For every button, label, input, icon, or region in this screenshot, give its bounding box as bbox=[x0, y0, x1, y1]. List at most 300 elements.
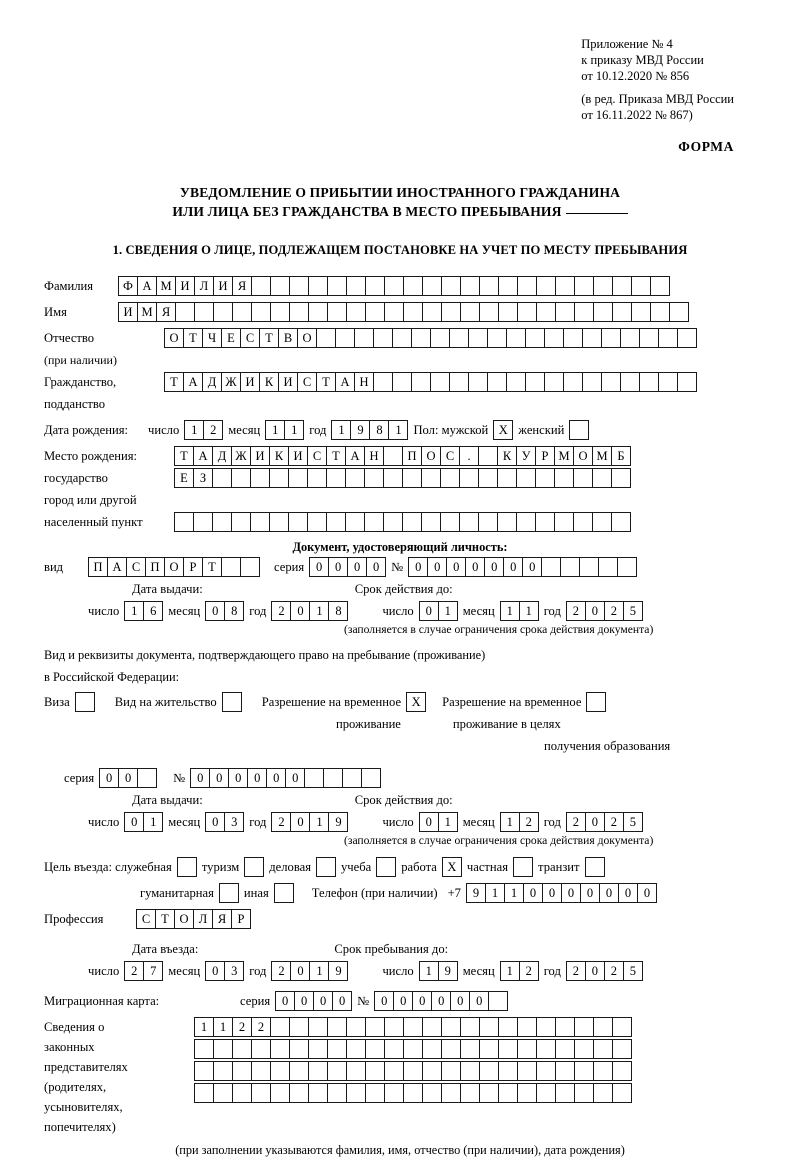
form-cell[interactable] bbox=[573, 512, 593, 532]
form-cell[interactable] bbox=[354, 328, 374, 348]
form-cell[interactable] bbox=[479, 1039, 499, 1059]
form-cell[interactable] bbox=[365, 1017, 385, 1037]
form-cell[interactable]: 0 bbox=[124, 812, 144, 832]
form-cell[interactable]: 0 bbox=[118, 768, 138, 788]
form-cell[interactable]: Т bbox=[164, 372, 184, 392]
form-cell[interactable] bbox=[327, 276, 347, 296]
form-cell[interactable]: 0 bbox=[290, 961, 310, 981]
form-cell[interactable] bbox=[421, 468, 441, 488]
form-cell[interactable]: О bbox=[164, 328, 184, 348]
form-cell[interactable]: И bbox=[175, 276, 195, 296]
form-cell[interactable]: 0 bbox=[347, 557, 367, 577]
form-cell[interactable] bbox=[137, 768, 157, 788]
form-cell[interactable]: 0 bbox=[374, 991, 394, 1011]
form-cell[interactable] bbox=[326, 512, 346, 532]
purpose-service-checkbox[interactable] bbox=[177, 857, 197, 877]
doc-valid-year-cells[interactable] bbox=[566, 601, 643, 621]
form-cell[interactable] bbox=[304, 768, 324, 788]
form-cell[interactable] bbox=[555, 276, 575, 296]
form-cell[interactable]: 0 bbox=[522, 557, 542, 577]
form-cell[interactable] bbox=[516, 468, 536, 488]
form-cell[interactable] bbox=[308, 1017, 328, 1037]
form-cell[interactable]: 0 bbox=[637, 883, 657, 903]
form-cell[interactable] bbox=[232, 1061, 252, 1081]
form-cell[interactable] bbox=[593, 302, 613, 322]
form-cell[interactable]: А bbox=[193, 446, 213, 466]
form-cell[interactable] bbox=[639, 328, 659, 348]
form-cell[interactable]: 0 bbox=[585, 812, 605, 832]
form-cell[interactable] bbox=[555, 302, 575, 322]
form-cell[interactable] bbox=[560, 557, 580, 577]
form-cell[interactable] bbox=[487, 372, 507, 392]
form-cell[interactable] bbox=[468, 372, 488, 392]
form-cell[interactable] bbox=[441, 276, 461, 296]
form-cell[interactable]: 0 bbox=[542, 883, 562, 903]
form-cell[interactable]: Д bbox=[212, 446, 232, 466]
form-cell[interactable] bbox=[289, 1083, 309, 1103]
form-cell[interactable] bbox=[459, 468, 479, 488]
form-cell[interactable]: 0 bbox=[412, 991, 432, 1011]
form-cell[interactable] bbox=[346, 1083, 366, 1103]
surname-cells[interactable] bbox=[118, 276, 670, 296]
form-cell[interactable] bbox=[384, 302, 404, 322]
form-cell[interactable] bbox=[240, 557, 260, 577]
form-cell[interactable]: 0 bbox=[290, 812, 310, 832]
form-cell[interactable]: 5 bbox=[623, 812, 643, 832]
form-cell[interactable]: 1 bbox=[309, 812, 329, 832]
form-cell[interactable]: Я bbox=[232, 276, 252, 296]
form-cell[interactable]: Л bbox=[194, 276, 214, 296]
permit-valid-month-cells[interactable] bbox=[500, 812, 539, 832]
form-cell[interactable]: О bbox=[164, 557, 184, 577]
temp-residence-checkbox[interactable]: X bbox=[406, 692, 426, 712]
form-cell[interactable] bbox=[517, 1061, 537, 1081]
form-cell[interactable] bbox=[323, 768, 343, 788]
form-cell[interactable]: 0 bbox=[465, 557, 485, 577]
form-cell[interactable]: 0 bbox=[618, 883, 638, 903]
form-cell[interactable] bbox=[479, 1017, 499, 1037]
permit-issue-month-cells[interactable] bbox=[205, 812, 244, 832]
form-cell[interactable]: 0 bbox=[228, 768, 248, 788]
form-cell[interactable] bbox=[373, 328, 393, 348]
sex-male-checkbox[interactable]: X bbox=[493, 420, 513, 440]
form-cell[interactable]: 2 bbox=[566, 601, 586, 621]
form-cell[interactable] bbox=[650, 302, 670, 322]
form-cell[interactable] bbox=[658, 372, 678, 392]
form-cell[interactable] bbox=[639, 372, 659, 392]
form-cell[interactable] bbox=[516, 512, 536, 532]
entry-day-cells[interactable] bbox=[124, 961, 163, 981]
mig-series-cells[interactable] bbox=[275, 991, 352, 1011]
form-cell[interactable] bbox=[460, 276, 480, 296]
form-cell[interactable] bbox=[213, 1039, 233, 1059]
form-cell[interactable] bbox=[555, 1039, 575, 1059]
form-cell[interactable]: О bbox=[421, 446, 441, 466]
form-cell[interactable]: 1 bbox=[331, 420, 351, 440]
form-cell[interactable]: 1 bbox=[284, 420, 304, 440]
form-cell[interactable] bbox=[620, 328, 640, 348]
phone-cells[interactable] bbox=[466, 883, 657, 903]
form-cell[interactable]: 1 bbox=[309, 961, 329, 981]
form-cell[interactable] bbox=[631, 276, 651, 296]
form-cell[interactable]: 0 bbox=[503, 557, 523, 577]
form-cell[interactable] bbox=[441, 1061, 461, 1081]
form-cell[interactable] bbox=[478, 468, 498, 488]
form-cell[interactable] bbox=[430, 372, 450, 392]
form-cell[interactable] bbox=[270, 276, 290, 296]
form-cell[interactable]: К bbox=[259, 372, 279, 392]
form-cell[interactable] bbox=[364, 468, 384, 488]
birth-year-cells[interactable] bbox=[331, 420, 408, 440]
form-cell[interactable] bbox=[479, 302, 499, 322]
form-cell[interactable] bbox=[478, 446, 498, 466]
form-cell[interactable] bbox=[617, 557, 637, 577]
form-cell[interactable] bbox=[612, 1017, 632, 1037]
form-cell[interactable]: И bbox=[213, 276, 233, 296]
form-cell[interactable] bbox=[251, 302, 271, 322]
form-cell[interactable] bbox=[544, 372, 564, 392]
doc-kind-cells[interactable] bbox=[88, 557, 260, 577]
form-cell[interactable] bbox=[498, 1017, 518, 1037]
form-cell[interactable]: 2 bbox=[124, 961, 144, 981]
form-cell[interactable]: 0 bbox=[205, 601, 225, 621]
form-cell[interactable] bbox=[430, 328, 450, 348]
form-cell[interactable] bbox=[194, 1039, 214, 1059]
form-cell[interactable]: 0 bbox=[313, 991, 333, 1011]
form-cell[interactable]: 1 bbox=[500, 601, 520, 621]
form-cell[interactable]: 0 bbox=[484, 557, 504, 577]
form-cell[interactable] bbox=[612, 1083, 632, 1103]
form-cell[interactable]: 0 bbox=[309, 557, 329, 577]
form-cell[interactable]: 0 bbox=[205, 961, 225, 981]
form-cell[interactable]: 1 bbox=[419, 961, 439, 981]
form-cell[interactable] bbox=[335, 328, 355, 348]
form-cell[interactable] bbox=[392, 372, 412, 392]
form-cell[interactable] bbox=[612, 302, 632, 322]
form-cell[interactable] bbox=[383, 512, 403, 532]
form-cell[interactable]: Т bbox=[155, 909, 175, 929]
form-cell[interactable]: Д bbox=[202, 372, 222, 392]
form-cell[interactable]: С bbox=[240, 328, 260, 348]
form-cell[interactable]: Т bbox=[183, 328, 203, 348]
visa-checkbox[interactable] bbox=[75, 692, 95, 712]
form-cell[interactable] bbox=[231, 512, 251, 532]
form-cell[interactable]: Е bbox=[174, 468, 194, 488]
form-cell[interactable]: А bbox=[345, 446, 365, 466]
form-cell[interactable]: 0 bbox=[190, 768, 210, 788]
form-cell[interactable] bbox=[232, 1083, 252, 1103]
form-cell[interactable] bbox=[593, 1061, 613, 1081]
form-cell[interactable]: Л bbox=[193, 909, 213, 929]
form-cell[interactable]: 1 bbox=[124, 601, 144, 621]
form-cell[interactable] bbox=[411, 372, 431, 392]
form-cell[interactable] bbox=[620, 372, 640, 392]
form-cell[interactable] bbox=[308, 1083, 328, 1103]
form-cell[interactable]: 1 bbox=[143, 812, 163, 832]
form-cell[interactable] bbox=[373, 372, 393, 392]
form-cell[interactable]: 0 bbox=[419, 812, 439, 832]
form-cell[interactable]: 2 bbox=[604, 812, 624, 832]
form-cell[interactable] bbox=[346, 302, 366, 322]
form-cell[interactable]: 2 bbox=[203, 420, 223, 440]
form-cell[interactable] bbox=[498, 276, 518, 296]
form-cell[interactable]: 8 bbox=[369, 420, 389, 440]
form-cell[interactable]: 2 bbox=[271, 812, 291, 832]
purpose-other-checkbox[interactable] bbox=[274, 883, 294, 903]
form-cell[interactable]: 1 bbox=[213, 1017, 233, 1037]
form-cell[interactable] bbox=[592, 512, 612, 532]
permit-issue-day-cells[interactable] bbox=[124, 812, 163, 832]
form-cell[interactable] bbox=[422, 1083, 442, 1103]
form-cell[interactable] bbox=[611, 468, 631, 488]
form-cell[interactable] bbox=[364, 512, 384, 532]
doc-number-cells[interactable] bbox=[408, 557, 637, 577]
form-cell[interactable] bbox=[677, 372, 697, 392]
form-cell[interactable]: 0 bbox=[427, 557, 447, 577]
form-cell[interactable] bbox=[251, 276, 271, 296]
form-cell[interactable]: И bbox=[240, 372, 260, 392]
form-cell[interactable] bbox=[365, 276, 385, 296]
form-cell[interactable] bbox=[422, 1061, 442, 1081]
form-cell[interactable]: Я bbox=[156, 302, 176, 322]
form-cell[interactable]: 8 bbox=[328, 601, 348, 621]
form-cell[interactable] bbox=[326, 468, 346, 488]
purpose-tourism-checkbox[interactable] bbox=[244, 857, 264, 877]
form-cell[interactable]: И bbox=[288, 446, 308, 466]
form-cell[interactable] bbox=[346, 1061, 366, 1081]
form-cell[interactable] bbox=[506, 372, 526, 392]
form-cell[interactable]: 9 bbox=[438, 961, 458, 981]
form-cell[interactable] bbox=[392, 328, 412, 348]
form-cell[interactable] bbox=[574, 1039, 594, 1059]
purpose-study-checkbox[interactable] bbox=[376, 857, 396, 877]
form-cell[interactable] bbox=[403, 1039, 423, 1059]
name-cells[interactable] bbox=[118, 302, 689, 322]
form-cell[interactable] bbox=[554, 512, 574, 532]
entry-year-cells[interactable] bbox=[271, 961, 348, 981]
form-cell[interactable] bbox=[308, 302, 328, 322]
form-cell[interactable]: М bbox=[156, 276, 176, 296]
form-cell[interactable]: С bbox=[307, 446, 327, 466]
form-cell[interactable]: 1 bbox=[500, 812, 520, 832]
birthplace-cells-row-3[interactable] bbox=[174, 512, 631, 532]
form-cell[interactable] bbox=[269, 512, 289, 532]
form-cell[interactable]: И bbox=[118, 302, 138, 322]
form-cell[interactable]: У bbox=[516, 446, 536, 466]
stay-month-cells[interactable] bbox=[500, 961, 539, 981]
permit-series-cells[interactable] bbox=[99, 768, 157, 788]
form-cell[interactable]: 5 bbox=[623, 601, 643, 621]
form-cell[interactable]: . bbox=[459, 446, 479, 466]
form-cell[interactable] bbox=[612, 1039, 632, 1059]
form-cell[interactable]: О bbox=[573, 446, 593, 466]
form-cell[interactable]: Т bbox=[316, 372, 336, 392]
form-cell[interactable]: В bbox=[278, 328, 298, 348]
form-cell[interactable]: Р bbox=[535, 446, 555, 466]
form-cell[interactable] bbox=[289, 302, 309, 322]
form-cell[interactable]: А bbox=[335, 372, 355, 392]
form-cell[interactable] bbox=[631, 302, 651, 322]
form-cell[interactable] bbox=[498, 1061, 518, 1081]
form-cell[interactable]: 9 bbox=[350, 420, 370, 440]
form-cell[interactable]: Ж bbox=[221, 372, 241, 392]
doc-issue-day-cells[interactable] bbox=[124, 601, 163, 621]
form-cell[interactable] bbox=[384, 1083, 404, 1103]
form-cell[interactable] bbox=[535, 468, 555, 488]
form-cell[interactable] bbox=[497, 468, 517, 488]
form-cell[interactable] bbox=[308, 1061, 328, 1081]
permit-valid-year-cells[interactable] bbox=[566, 812, 643, 832]
form-cell[interactable] bbox=[460, 1039, 480, 1059]
form-cell[interactable] bbox=[270, 1083, 290, 1103]
form-cell[interactable]: Я bbox=[212, 909, 232, 929]
form-cell[interactable] bbox=[479, 1061, 499, 1081]
form-cell[interactable]: 2 bbox=[251, 1017, 271, 1037]
form-cell[interactable] bbox=[212, 512, 232, 532]
form-cell[interactable]: 0 bbox=[209, 768, 229, 788]
form-cell[interactable]: 2 bbox=[519, 812, 539, 832]
doc-issue-month-cells[interactable] bbox=[205, 601, 244, 621]
form-cell[interactable] bbox=[422, 1017, 442, 1037]
form-cell[interactable] bbox=[536, 1017, 556, 1037]
form-cell[interactable]: 1 bbox=[438, 601, 458, 621]
form-cell[interactable]: 2 bbox=[271, 601, 291, 621]
form-cell[interactable] bbox=[307, 512, 327, 532]
permit-number-cells[interactable] bbox=[190, 768, 381, 788]
form-cell[interactable] bbox=[289, 276, 309, 296]
form-cell[interactable]: 1 bbox=[485, 883, 505, 903]
form-cell[interactable] bbox=[345, 512, 365, 532]
form-cell[interactable]: Н bbox=[354, 372, 374, 392]
form-cell[interactable] bbox=[403, 276, 423, 296]
form-cell[interactable] bbox=[536, 1039, 556, 1059]
form-cell[interactable]: 1 bbox=[519, 601, 539, 621]
form-cell[interactable]: О bbox=[174, 909, 194, 929]
form-cell[interactable] bbox=[327, 1083, 347, 1103]
form-cell[interactable] bbox=[582, 372, 602, 392]
form-cell[interactable] bbox=[658, 328, 678, 348]
form-cell[interactable]: 0 bbox=[561, 883, 581, 903]
form-cell[interactable] bbox=[579, 557, 599, 577]
form-cell[interactable] bbox=[601, 372, 621, 392]
form-cell[interactable]: С bbox=[440, 446, 460, 466]
birth-day-cells[interactable] bbox=[184, 420, 223, 440]
form-cell[interactable] bbox=[384, 1061, 404, 1081]
form-cell[interactable]: 3 bbox=[224, 812, 244, 832]
form-cell[interactable] bbox=[307, 468, 327, 488]
legal-rep-cells-row-4[interactable] bbox=[194, 1083, 632, 1103]
form-cell[interactable]: 0 bbox=[205, 812, 225, 832]
form-cell[interactable]: 0 bbox=[328, 557, 348, 577]
form-cell[interactable]: С bbox=[126, 557, 146, 577]
form-cell[interactable]: 3 bbox=[224, 961, 244, 981]
form-cell[interactable] bbox=[327, 1061, 347, 1081]
form-cell[interactable] bbox=[592, 468, 612, 488]
form-cell[interactable]: Б bbox=[611, 446, 631, 466]
form-cell[interactable] bbox=[677, 328, 697, 348]
form-cell[interactable] bbox=[411, 328, 431, 348]
form-cell[interactable]: 0 bbox=[523, 883, 543, 903]
form-cell[interactable]: 1 bbox=[500, 961, 520, 981]
mig-number-cells[interactable] bbox=[374, 991, 508, 1011]
form-cell[interactable] bbox=[232, 302, 252, 322]
form-cell[interactable] bbox=[517, 1039, 537, 1059]
form-cell[interactable] bbox=[316, 328, 336, 348]
form-cell[interactable] bbox=[612, 276, 632, 296]
form-cell[interactable]: 0 bbox=[585, 961, 605, 981]
form-cell[interactable] bbox=[251, 1061, 271, 1081]
form-cell[interactable] bbox=[403, 302, 423, 322]
form-cell[interactable] bbox=[269, 468, 289, 488]
form-cell[interactable]: И bbox=[278, 372, 298, 392]
form-cell[interactable]: Р bbox=[183, 557, 203, 577]
edu-residence-checkbox[interactable] bbox=[586, 692, 606, 712]
form-cell[interactable] bbox=[270, 1061, 290, 1081]
form-cell[interactable]: 1 bbox=[184, 420, 204, 440]
form-cell[interactable]: 2 bbox=[566, 812, 586, 832]
citizenship-cells[interactable] bbox=[164, 372, 697, 392]
form-cell[interactable] bbox=[468, 328, 488, 348]
form-cell[interactable]: 0 bbox=[431, 991, 451, 1011]
form-cell[interactable]: 1 bbox=[265, 420, 285, 440]
form-cell[interactable]: 5 bbox=[623, 961, 643, 981]
form-cell[interactable] bbox=[231, 468, 251, 488]
form-cell[interactable]: 1 bbox=[438, 812, 458, 832]
form-cell[interactable] bbox=[365, 1039, 385, 1059]
form-cell[interactable] bbox=[598, 557, 618, 577]
form-cell[interactable] bbox=[403, 1017, 423, 1037]
form-cell[interactable] bbox=[517, 302, 537, 322]
legal-rep-cells-row-2[interactable] bbox=[194, 1039, 632, 1059]
form-cell[interactable] bbox=[327, 302, 347, 322]
doc-valid-day-cells[interactable] bbox=[419, 601, 458, 621]
form-cell[interactable]: 0 bbox=[247, 768, 267, 788]
form-cell[interactable]: 0 bbox=[580, 883, 600, 903]
form-cell[interactable] bbox=[563, 372, 583, 392]
form-cell[interactable]: 0 bbox=[450, 991, 470, 1011]
form-cell[interactable] bbox=[441, 1039, 461, 1059]
form-cell[interactable] bbox=[288, 468, 308, 488]
form-cell[interactable] bbox=[403, 1061, 423, 1081]
form-cell[interactable]: П bbox=[145, 557, 165, 577]
form-cell[interactable] bbox=[611, 512, 631, 532]
form-cell[interactable] bbox=[517, 276, 537, 296]
patronymic-cells[interactable] bbox=[164, 328, 697, 348]
form-cell[interactable]: 0 bbox=[99, 768, 119, 788]
form-cell[interactable] bbox=[289, 1039, 309, 1059]
residence-permit-checkbox[interactable] bbox=[222, 692, 242, 712]
form-cell[interactable]: З bbox=[193, 468, 213, 488]
form-cell[interactable] bbox=[365, 1061, 385, 1081]
form-cell[interactable]: 0 bbox=[294, 991, 314, 1011]
form-cell[interactable] bbox=[497, 512, 517, 532]
form-cell[interactable]: Ж bbox=[231, 446, 251, 466]
form-cell[interactable] bbox=[346, 276, 366, 296]
entry-month-cells[interactable] bbox=[205, 961, 244, 981]
form-cell[interactable] bbox=[555, 1017, 575, 1037]
stay-year-cells[interactable] bbox=[566, 961, 643, 981]
form-cell[interactable]: Р bbox=[231, 909, 251, 929]
form-cell[interactable] bbox=[421, 512, 441, 532]
sex-female-checkbox[interactable] bbox=[569, 420, 589, 440]
doc-issue-year-cells[interactable] bbox=[271, 601, 348, 621]
form-cell[interactable]: А bbox=[107, 557, 127, 577]
form-cell[interactable] bbox=[440, 468, 460, 488]
permit-issue-year-cells[interactable] bbox=[271, 812, 348, 832]
form-cell[interactable] bbox=[232, 1039, 252, 1059]
form-cell[interactable] bbox=[555, 1083, 575, 1103]
form-cell[interactable] bbox=[573, 468, 593, 488]
